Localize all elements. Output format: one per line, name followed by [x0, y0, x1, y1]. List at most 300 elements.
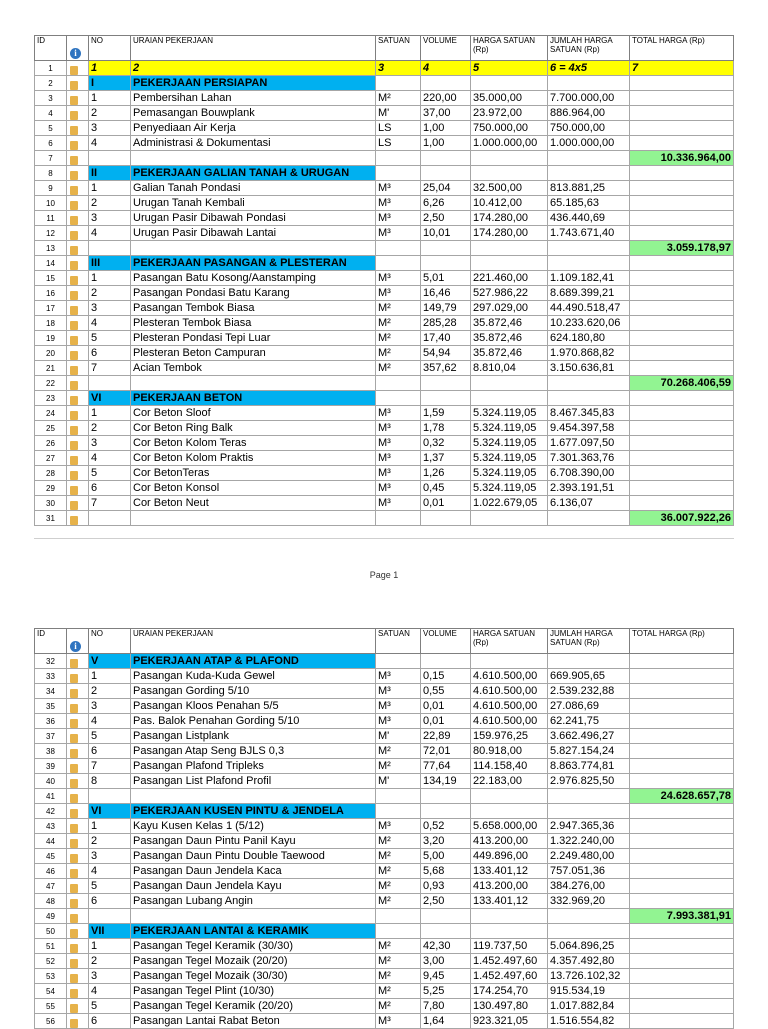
cell-volume[interactable]: 1,26: [421, 466, 471, 481]
row-id[interactable]: 4: [35, 106, 67, 121]
cell-satuan[interactable]: M²: [376, 969, 421, 984]
cell-satuan[interactable]: M³: [376, 226, 421, 241]
cell-no[interactable]: 3: [89, 969, 131, 984]
cell-satuan[interactable]: M²: [376, 954, 421, 969]
cell-jumlah-harga[interactable]: 2.393.191,51: [548, 481, 630, 496]
cell-harga-satuan[interactable]: 5.658.000,00: [471, 819, 548, 834]
cell-no[interactable]: 4: [89, 714, 131, 729]
cell-satuan[interactable]: M³: [376, 684, 421, 699]
row-id[interactable]: 20: [35, 346, 67, 361]
cell-total-harga[interactable]: [630, 136, 734, 151]
cell-uraian[interactable]: Urugan Tanah Kembali: [131, 196, 376, 211]
cell-uraian[interactable]: Pas. Balok Penahan Gording 5/10: [131, 714, 376, 729]
header-harga-satuan[interactable]: HARGA SATUAN (Rp): [471, 629, 548, 654]
cell-total-harga[interactable]: [630, 166, 734, 181]
cell-no[interactable]: II: [89, 166, 131, 181]
cell-volume[interactable]: 3,00: [421, 954, 471, 969]
cell-jumlah-harga[interactable]: 757.051,36: [548, 864, 630, 879]
cell-total-harga[interactable]: [630, 181, 734, 196]
row-id[interactable]: 48: [35, 894, 67, 909]
cell-jumlah-harga[interactable]: 436.440,69: [548, 211, 630, 226]
row-id[interactable]: 35: [35, 699, 67, 714]
row-id[interactable]: 12: [35, 226, 67, 241]
cell-jumlah-harga[interactable]: [548, 391, 630, 406]
cell-satuan[interactable]: M²: [376, 984, 421, 999]
cell-jumlah-harga[interactable]: [548, 909, 630, 924]
cell-no[interactable]: 5: [89, 331, 131, 346]
row-id[interactable]: 1: [35, 61, 67, 76]
cell-volume[interactable]: 1,64: [421, 1014, 471, 1029]
cell-volume[interactable]: 3,20: [421, 834, 471, 849]
row-id[interactable]: 19: [35, 331, 67, 346]
cell-uraian[interactable]: Pemasangan Bouwplank: [131, 106, 376, 121]
cell-satuan[interactable]: M³: [376, 421, 421, 436]
cell-volume[interactable]: [421, 511, 471, 526]
cell-satuan[interactable]: [376, 924, 421, 939]
row-id[interactable]: 47: [35, 879, 67, 894]
cell-satuan[interactable]: [376, 909, 421, 924]
cell-no[interactable]: V: [89, 654, 131, 669]
cell-total-harga[interactable]: [630, 361, 734, 376]
cell-satuan[interactable]: M³: [376, 699, 421, 714]
cell-satuan[interactable]: M³: [376, 211, 421, 226]
cell-satuan[interactable]: M²: [376, 834, 421, 849]
row-id[interactable]: 9: [35, 181, 67, 196]
cell-total-harga[interactable]: [630, 879, 734, 894]
header-info[interactable]: [67, 36, 89, 61]
cell-harga-satuan[interactable]: 35.000,00: [471, 91, 548, 106]
cell-total-harga[interactable]: [630, 406, 734, 421]
cell-jumlah-harga[interactable]: [548, 241, 630, 256]
cell-jumlah-harga[interactable]: 8.863.774,81: [548, 759, 630, 774]
row-id[interactable]: 26: [35, 436, 67, 451]
cell-jumlah-harga[interactable]: 2.539.232,88: [548, 684, 630, 699]
cell-jumlah-harga[interactable]: 44.490.518,47: [548, 301, 630, 316]
cell-uraian[interactable]: Pasangan Daun Jendela Kaca: [131, 864, 376, 879]
cell-jumlah-harga[interactable]: [548, 76, 630, 91]
cell-jumlah-harga[interactable]: 2.947.365,36: [548, 819, 630, 834]
cell-harga-satuan[interactable]: 80.918,00: [471, 744, 548, 759]
cell-satuan[interactable]: M³: [376, 466, 421, 481]
cell-harga-satuan[interactable]: [471, 804, 548, 819]
cell-total-harga[interactable]: [630, 466, 734, 481]
cell-harga-satuan[interactable]: [471, 376, 548, 391]
cell-satuan[interactable]: M²: [376, 316, 421, 331]
cell-volume[interactable]: 0,01: [421, 714, 471, 729]
row-id[interactable]: 6: [35, 136, 67, 151]
cell-uraian[interactable]: PEKERJAAN ATAP & PLAFOND: [131, 654, 376, 669]
cell-harga-satuan[interactable]: 23.972,00: [471, 106, 548, 121]
cell-jumlah-harga[interactable]: 1.322.240,00: [548, 834, 630, 849]
cell-satuan[interactable]: M²: [376, 331, 421, 346]
row-id[interactable]: 14: [35, 256, 67, 271]
row-id[interactable]: 16: [35, 286, 67, 301]
cell-uraian[interactable]: Urugan Pasir Dibawah Lantai: [131, 226, 376, 241]
cell-jumlah-harga[interactable]: 10.233.620,06: [548, 316, 630, 331]
cell-uraian[interactable]: Pasangan List Plafond Profil: [131, 774, 376, 789]
cell-total-harga[interactable]: [630, 1014, 734, 1029]
cell-volume[interactable]: 1,00: [421, 136, 471, 151]
row-id[interactable]: 37: [35, 729, 67, 744]
cell-jumlah-harga[interactable]: 1.677.097,50: [548, 436, 630, 451]
cell-no[interactable]: [89, 511, 131, 526]
header-harga-satuan[interactable]: HARGA SATUAN (Rp): [471, 36, 548, 61]
cell-volume[interactable]: 0,55: [421, 684, 471, 699]
cell-uraian[interactable]: Plesteran Beton Campuran: [131, 346, 376, 361]
cell-no[interactable]: I: [89, 76, 131, 91]
cell-volume[interactable]: [421, 256, 471, 271]
header-uraian[interactable]: URAIAN PEKERJAAN: [131, 629, 376, 654]
cell-satuan[interactable]: M²: [376, 91, 421, 106]
cell-harga-satuan[interactable]: 133.401,12: [471, 894, 548, 909]
cell-jumlah-harga[interactable]: [548, 151, 630, 166]
cell-total-harga[interactable]: [630, 286, 734, 301]
info-icon[interactable]: i: [70, 48, 81, 59]
cell-uraian[interactable]: Pasangan Listplank: [131, 729, 376, 744]
cell-volume[interactable]: 5,00: [421, 849, 471, 864]
cell-total-harga[interactable]: [630, 196, 734, 211]
cell-volume[interactable]: 4: [421, 61, 471, 76]
cell-no[interactable]: 3: [89, 301, 131, 316]
cell-total-harga[interactable]: [630, 774, 734, 789]
cell-satuan[interactable]: M³: [376, 286, 421, 301]
header-id[interactable]: ID: [35, 629, 67, 654]
cell-harga-satuan[interactable]: 5.324.119,05: [471, 436, 548, 451]
cell-total-harga[interactable]: [630, 714, 734, 729]
cell-no[interactable]: 6: [89, 346, 131, 361]
cell-jumlah-harga[interactable]: 915.534,19: [548, 984, 630, 999]
cell-jumlah-harga[interactable]: 3.150.636,81: [548, 361, 630, 376]
cell-volume[interactable]: [421, 166, 471, 181]
cell-harga-satuan[interactable]: 1.452.497,60: [471, 954, 548, 969]
cell-volume[interactable]: 357,62: [421, 361, 471, 376]
cell-harga-satuan[interactable]: 1.452.497,60: [471, 969, 548, 984]
cell-total-harga[interactable]: [630, 969, 734, 984]
cell-no[interactable]: 1: [89, 669, 131, 684]
cell-uraian[interactable]: Penyediaan Air Kerja: [131, 121, 376, 136]
cell-harga-satuan[interactable]: [471, 909, 548, 924]
cell-total-harga[interactable]: [630, 654, 734, 669]
cell-jumlah-harga[interactable]: 27.086,69: [548, 699, 630, 714]
cell-uraian[interactable]: PEKERJAAN PERSIAPAN: [131, 76, 376, 91]
row-id[interactable]: 56: [35, 1014, 67, 1029]
cell-no[interactable]: [89, 241, 131, 256]
row-id[interactable]: 33: [35, 669, 67, 684]
row-id[interactable]: 49: [35, 909, 67, 924]
cell-total-harga[interactable]: [630, 819, 734, 834]
row-id[interactable]: 36: [35, 714, 67, 729]
cell-jumlah-harga[interactable]: 1.017.882,84: [548, 999, 630, 1014]
cell-volume[interactable]: [421, 376, 471, 391]
cell-satuan[interactable]: [376, 804, 421, 819]
cell-uraian[interactable]: PEKERJAAN KUSEN PINTU & JENDELA: [131, 804, 376, 819]
cell-no[interactable]: 1: [89, 819, 131, 834]
cell-volume[interactable]: 1,78: [421, 421, 471, 436]
cell-volume[interactable]: [421, 241, 471, 256]
cell-uraian[interactable]: Administrasi & Dokumentasi: [131, 136, 376, 151]
cell-no[interactable]: 3: [89, 849, 131, 864]
cell-no[interactable]: 4: [89, 136, 131, 151]
cell-uraian[interactable]: Cor Beton Ring Balk: [131, 421, 376, 436]
cell-no[interactable]: 2: [89, 286, 131, 301]
cell-volume[interactable]: 37,00: [421, 106, 471, 121]
cell-harga-satuan[interactable]: 35.872,46: [471, 331, 548, 346]
cell-harga-satuan[interactable]: 750.000,00: [471, 121, 548, 136]
cell-uraian[interactable]: PEKERJAAN LANTAI & KERAMIK: [131, 924, 376, 939]
cell-volume[interactable]: 1,59: [421, 406, 471, 421]
cell-jumlah-harga[interactable]: 65.185,63: [548, 196, 630, 211]
cell-uraian[interactable]: 2: [131, 61, 376, 76]
cell-harga-satuan[interactable]: 119.737,50: [471, 939, 548, 954]
cell-jumlah-harga[interactable]: [548, 511, 630, 526]
cell-total-harga[interactable]: [630, 301, 734, 316]
cell-uraian[interactable]: Pasangan Tegel Mozaik (30/30): [131, 969, 376, 984]
cell-satuan[interactable]: M³: [376, 451, 421, 466]
cell-satuan[interactable]: M²: [376, 759, 421, 774]
info-icon[interactable]: i: [70, 641, 81, 652]
cell-satuan[interactable]: M²: [376, 999, 421, 1014]
cell-volume[interactable]: 0,45: [421, 481, 471, 496]
row-id[interactable]: 38: [35, 744, 67, 759]
cell-harga-satuan[interactable]: 923.321,05: [471, 1014, 548, 1029]
cell-total-harga[interactable]: [630, 744, 734, 759]
cell-jumlah-harga[interactable]: 384.276,00: [548, 879, 630, 894]
cell-uraian[interactable]: Pasangan Plafond Tripleks: [131, 759, 376, 774]
cell-uraian[interactable]: PEKERJAAN GALIAN TANAH & URUGAN: [131, 166, 376, 181]
cell-total-harga[interactable]: 3.059.178,97: [630, 241, 734, 256]
cell-total-harga[interactable]: [630, 211, 734, 226]
cell-uraian[interactable]: [131, 241, 376, 256]
cell-total-harga[interactable]: [630, 481, 734, 496]
header-jumlah-harga[interactable]: JUMLAH HARGA SATUAN (Rp): [548, 36, 630, 61]
header-volume[interactable]: VOLUME: [421, 36, 471, 61]
cell-total-harga[interactable]: 24.628.657,78: [630, 789, 734, 804]
cell-no[interactable]: 4: [89, 226, 131, 241]
header-no[interactable]: NO: [89, 629, 131, 654]
cell-satuan[interactable]: [376, 654, 421, 669]
cell-harga-satuan[interactable]: [471, 256, 548, 271]
cell-satuan[interactable]: M': [376, 729, 421, 744]
cell-volume[interactable]: [421, 76, 471, 91]
cell-total-harga[interactable]: [630, 391, 734, 406]
cell-total-harga[interactable]: [630, 999, 734, 1014]
cell-satuan[interactable]: M³: [376, 196, 421, 211]
cell-no[interactable]: 2: [89, 196, 131, 211]
cell-volume[interactable]: 10,01: [421, 226, 471, 241]
cell-volume[interactable]: 0,15: [421, 669, 471, 684]
row-id[interactable]: 13: [35, 241, 67, 256]
cell-volume[interactable]: 22,89: [421, 729, 471, 744]
cell-jumlah-harga[interactable]: [548, 804, 630, 819]
cell-total-harga[interactable]: [630, 436, 734, 451]
cell-uraian[interactable]: Pembersihan Lahan: [131, 91, 376, 106]
cell-volume[interactable]: 7,80: [421, 999, 471, 1014]
row-id[interactable]: 21: [35, 361, 67, 376]
cell-total-harga[interactable]: [630, 759, 734, 774]
row-id[interactable]: 46: [35, 864, 67, 879]
cell-volume[interactable]: 16,46: [421, 286, 471, 301]
cell-harga-satuan[interactable]: 8.810,04: [471, 361, 548, 376]
cell-no[interactable]: 1: [89, 406, 131, 421]
cell-jumlah-harga[interactable]: 886.964,00: [548, 106, 630, 121]
cell-no[interactable]: 3: [89, 436, 131, 451]
cell-satuan[interactable]: M³: [376, 436, 421, 451]
row-id[interactable]: 27: [35, 451, 67, 466]
cell-no[interactable]: VII: [89, 924, 131, 939]
cell-jumlah-harga[interactable]: 6 = 4x5: [548, 61, 630, 76]
cell-uraian[interactable]: Pasangan Lantai Rabat Beton: [131, 1014, 376, 1029]
cell-uraian[interactable]: Cor Beton Neut: [131, 496, 376, 511]
cell-volume[interactable]: 1,00: [421, 121, 471, 136]
cell-satuan[interactable]: LS: [376, 121, 421, 136]
cell-jumlah-harga[interactable]: 7.301.363,76: [548, 451, 630, 466]
row-id[interactable]: 17: [35, 301, 67, 316]
cell-volume[interactable]: 2,50: [421, 894, 471, 909]
row-id[interactable]: 7: [35, 151, 67, 166]
cell-harga-satuan[interactable]: 10.412,00: [471, 196, 548, 211]
cell-satuan[interactable]: M²: [376, 849, 421, 864]
cell-uraian[interactable]: Pasangan Batu Kosong/Aanstamping: [131, 271, 376, 286]
cell-satuan[interactable]: M²: [376, 939, 421, 954]
cell-harga-satuan[interactable]: 159.976,25: [471, 729, 548, 744]
cell-total-harga[interactable]: 7: [630, 61, 734, 76]
cell-no[interactable]: 4: [89, 451, 131, 466]
cell-uraian[interactable]: Pasangan Kloos Penahan 5/5: [131, 699, 376, 714]
cell-total-harga[interactable]: [630, 924, 734, 939]
cell-no[interactable]: 8: [89, 774, 131, 789]
cell-satuan[interactable]: [376, 511, 421, 526]
row-id[interactable]: 29: [35, 481, 67, 496]
cell-satuan[interactable]: M²: [376, 879, 421, 894]
cell-harga-satuan[interactable]: [471, 391, 548, 406]
cell-volume[interactable]: 9,45: [421, 969, 471, 984]
cell-volume[interactable]: 5,68: [421, 864, 471, 879]
row-id[interactable]: 18: [35, 316, 67, 331]
cell-satuan[interactable]: M³: [376, 1014, 421, 1029]
cell-satuan[interactable]: 3: [376, 61, 421, 76]
cell-volume[interactable]: 2,50: [421, 211, 471, 226]
header-volume[interactable]: VOLUME: [421, 629, 471, 654]
cell-volume[interactable]: 0,32: [421, 436, 471, 451]
cell-volume[interactable]: 285,28: [421, 316, 471, 331]
cell-jumlah-harga[interactable]: [548, 376, 630, 391]
cell-jumlah-harga[interactable]: [548, 924, 630, 939]
cell-volume[interactable]: 42,30: [421, 939, 471, 954]
cell-volume[interactable]: 77,64: [421, 759, 471, 774]
cell-jumlah-harga[interactable]: 5.827.154,24: [548, 744, 630, 759]
cell-jumlah-harga[interactable]: 2.249.480,00: [548, 849, 630, 864]
header-satuan[interactable]: SATUAN: [376, 629, 421, 654]
cell-satuan[interactable]: M³: [376, 406, 421, 421]
cell-total-harga[interactable]: [630, 729, 734, 744]
cell-total-harga[interactable]: [630, 226, 734, 241]
cell-total-harga[interactable]: [630, 331, 734, 346]
row-id[interactable]: 42: [35, 804, 67, 819]
cell-satuan[interactable]: M³: [376, 181, 421, 196]
row-id[interactable]: 51: [35, 939, 67, 954]
cell-harga-satuan[interactable]: 4.610.500,00: [471, 714, 548, 729]
cell-no[interactable]: [89, 151, 131, 166]
cell-jumlah-harga[interactable]: 1.743.671,40: [548, 226, 630, 241]
cell-satuan[interactable]: M³: [376, 271, 421, 286]
cell-volume[interactable]: 25,04: [421, 181, 471, 196]
cell-total-harga[interactable]: [630, 451, 734, 466]
cell-no[interactable]: 2: [89, 106, 131, 121]
cell-harga-satuan[interactable]: 174.280,00: [471, 211, 548, 226]
cell-jumlah-harga[interactable]: [548, 256, 630, 271]
cell-jumlah-harga[interactable]: [548, 166, 630, 181]
cell-no[interactable]: 2: [89, 954, 131, 969]
cell-uraian[interactable]: Cor Beton Kolom Teras: [131, 436, 376, 451]
cell-no[interactable]: 6: [89, 894, 131, 909]
cell-total-harga[interactable]: [630, 316, 734, 331]
cell-harga-satuan[interactable]: 133.401,12: [471, 864, 548, 879]
cell-total-harga[interactable]: [630, 864, 734, 879]
cell-satuan[interactable]: [376, 376, 421, 391]
cell-total-harga[interactable]: [630, 939, 734, 954]
cell-harga-satuan[interactable]: 4.610.500,00: [471, 669, 548, 684]
cell-volume[interactable]: 0,01: [421, 699, 471, 714]
cell-no[interactable]: 5: [89, 729, 131, 744]
cell-uraian[interactable]: Pasangan Tegel Keramik (30/30): [131, 939, 376, 954]
header-total-harga[interactable]: TOTAL HARGA (Rp): [630, 629, 734, 654]
cell-jumlah-harga[interactable]: [548, 654, 630, 669]
cell-volume[interactable]: 6,26: [421, 196, 471, 211]
cell-jumlah-harga[interactable]: 1.000.000,00: [548, 136, 630, 151]
cell-uraian[interactable]: Pasangan Lubang Angin: [131, 894, 376, 909]
row-id[interactable]: 43: [35, 819, 67, 834]
cell-satuan[interactable]: [376, 391, 421, 406]
row-id[interactable]: 28: [35, 466, 67, 481]
cell-harga-satuan[interactable]: 413.200,00: [471, 834, 548, 849]
row-id[interactable]: 52: [35, 954, 67, 969]
cell-jumlah-harga[interactable]: 13.726.102,32: [548, 969, 630, 984]
cell-jumlah-harga[interactable]: 8.689.399,21: [548, 286, 630, 301]
row-id[interactable]: 32: [35, 654, 67, 669]
row-id[interactable]: 45: [35, 849, 67, 864]
cell-jumlah-harga[interactable]: 62.241,75: [548, 714, 630, 729]
header-uraian[interactable]: URAIAN PEKERJAAN: [131, 36, 376, 61]
cell-volume[interactable]: 0,52: [421, 819, 471, 834]
cell-satuan[interactable]: [376, 241, 421, 256]
cell-volume[interactable]: 72,01: [421, 744, 471, 759]
cell-total-harga[interactable]: [630, 804, 734, 819]
cell-harga-satuan[interactable]: 22.183,00: [471, 774, 548, 789]
cell-harga-satuan[interactable]: 5.324.119,05: [471, 421, 548, 436]
row-id[interactable]: 5: [35, 121, 67, 136]
cell-harga-satuan[interactable]: 32.500,00: [471, 181, 548, 196]
cell-total-harga[interactable]: [630, 121, 734, 136]
cell-uraian[interactable]: Pasangan Atap Seng BJLS 0,3: [131, 744, 376, 759]
cell-harga-satuan[interactable]: [471, 511, 548, 526]
row-id[interactable]: 3: [35, 91, 67, 106]
cell-volume[interactable]: 5,01: [421, 271, 471, 286]
cell-total-harga[interactable]: [630, 421, 734, 436]
cell-total-harga[interactable]: 70.268.406,59: [630, 376, 734, 391]
cell-satuan[interactable]: M²: [376, 894, 421, 909]
row-id[interactable]: 30: [35, 496, 67, 511]
cell-uraian[interactable]: Plesteran Tembok Biasa: [131, 316, 376, 331]
cell-harga-satuan[interactable]: 5.324.119,05: [471, 406, 548, 421]
cell-uraian[interactable]: Pasangan Daun Pintu Double Taewood: [131, 849, 376, 864]
cell-uraian[interactable]: Pasangan Tegel Mozaik (20/20): [131, 954, 376, 969]
cell-satuan[interactable]: M': [376, 774, 421, 789]
cell-harga-satuan[interactable]: 221.460,00: [471, 271, 548, 286]
cell-harga-satuan[interactable]: 5.324.119,05: [471, 451, 548, 466]
cell-jumlah-harga[interactable]: 332.969,20: [548, 894, 630, 909]
cell-uraian[interactable]: [131, 789, 376, 804]
cell-no[interactable]: 6: [89, 481, 131, 496]
